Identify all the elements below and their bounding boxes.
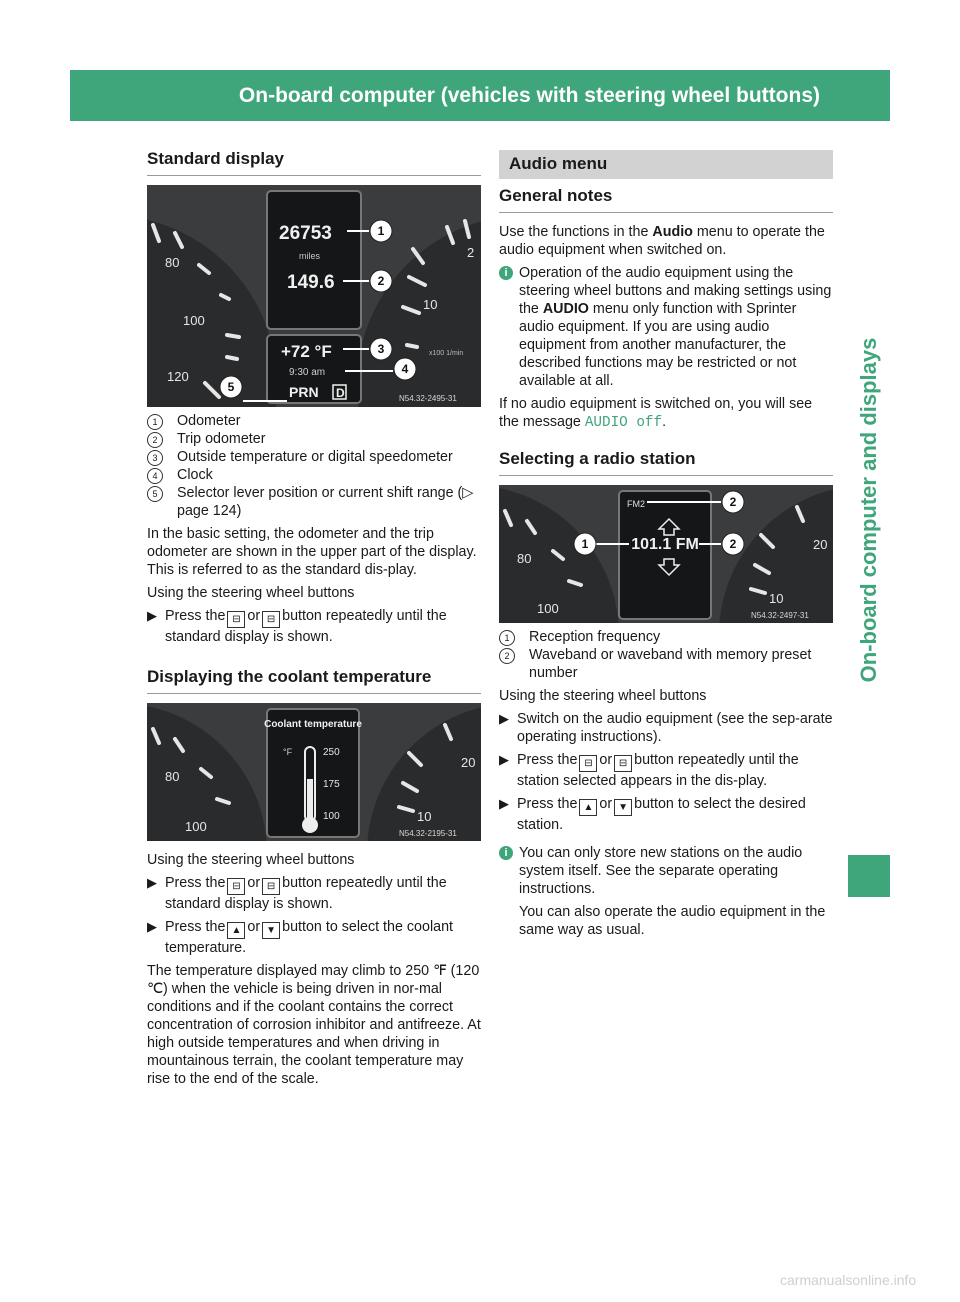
- odometer-unit: miles: [299, 251, 321, 261]
- speed-80: 80: [517, 551, 532, 566]
- footer-watermark: carmanualsonline.info: [780, 1272, 917, 1288]
- step-select-coolant: ▶ Press the ▲ or ▼ button to select the coolant temperature.: [147, 919, 454, 956]
- speed-80: 80: [165, 255, 180, 270]
- svg-text:3: 3: [377, 342, 385, 356]
- trip-value: 149.6: [287, 272, 335, 293]
- legend-text: Odometer: [177, 413, 241, 429]
- menu-forward-button-icon: ⊟: [262, 611, 280, 628]
- legend-number-icon: 3: [147, 450, 163, 466]
- svg-text:2: 2: [729, 537, 737, 551]
- rpm-unit: x100 1/min: [429, 350, 464, 357]
- menu-back-button-icon: ⊟: [579, 755, 597, 772]
- right-column: [499, 150, 833, 939]
- legend-item: [499, 646, 833, 682]
- figure-code: N54.32-2195-31: [399, 829, 457, 838]
- speed-120: 120: [167, 369, 189, 384]
- coolant-title: Coolant temperature: [264, 719, 362, 730]
- arrow-icon: ▶: [147, 875, 157, 890]
- section-heading-coolant: Displaying the coolant temperature: [147, 668, 481, 694]
- svg-text:4: 4: [401, 362, 409, 376]
- step-press-standard: ▶ Press the ⊟ or ⊟ button repeatedly until the standard display is shown.: [147, 608, 447, 645]
- legend-number-icon: 2: [147, 432, 163, 448]
- menu-forward-button-icon: ⊟: [614, 755, 632, 772]
- legend-text: Outside temperature or digital speedometer: [177, 449, 453, 465]
- legend-number-icon: 1: [499, 630, 515, 646]
- rpm-20: 20: [461, 755, 476, 770]
- speed-80: 80: [165, 769, 180, 784]
- coolant-unit: °F: [283, 747, 293, 757]
- legend-item: [147, 466, 481, 484]
- legend-number-icon: 5: [147, 486, 163, 502]
- legend-number-icon: 2: [499, 648, 515, 664]
- legend-text: Clock: [177, 467, 213, 483]
- gear-selected: D: [336, 386, 345, 400]
- side-tab: [848, 150, 890, 850]
- down-button-icon: ▼: [614, 799, 632, 816]
- radio-illustration: [499, 485, 833, 623]
- step-press-standard-2: ▶ Press the ⊟ or ⊟ button repeatedly until the standard display is shown.: [147, 875, 447, 912]
- speed-100: 100: [183, 313, 205, 328]
- section-heading-standard-display: Standard display: [147, 150, 481, 176]
- cluster-illustration: [147, 185, 481, 407]
- paragraph-audio-off: If no audio equipment is switched on, you will see the message AUDIO off.: [499, 396, 813, 431]
- down-button-icon: ▼: [262, 922, 280, 939]
- up-button-icon: ▲: [227, 922, 245, 939]
- legend-item: [147, 448, 481, 466]
- rpm-2: 2: [467, 245, 475, 260]
- page-number: 167: [914, 84, 950, 107]
- arrow-icon: ▶: [499, 796, 509, 811]
- left-column: [147, 150, 481, 1088]
- paragraph-audio-functions: Use the functions in the Audio menu to operate the audio equipment when switched on.: [499, 224, 825, 258]
- section-band-audio: Audio menu: [499, 150, 833, 179]
- legend-radio: [499, 628, 833, 682]
- svg-text:2: 2: [729, 495, 737, 509]
- page-header: [70, 70, 950, 121]
- rpm-10: 10: [417, 809, 432, 824]
- page-title: On-board computer (vehicles with steering wheel buttons): [238, 84, 820, 107]
- paragraph-using-buttons-3: Using the steering wheel buttons: [499, 688, 707, 704]
- paragraph-using-buttons-1: Using the steering wheel buttons: [147, 585, 355, 601]
- legend-item: [147, 430, 481, 448]
- legend-text: Trip odometer: [177, 431, 266, 447]
- svg-text:1: 1: [377, 224, 385, 238]
- standard-display-figure: [147, 185, 481, 407]
- info-icon: i: [499, 266, 513, 280]
- arrow-icon: ▶: [499, 711, 509, 726]
- info-note-1: i Operation of the audio equipment using the steering wheel buttons and making settings using the AUDIO menu only function with Sprinter audio equipment. If you are using audio equipment from another manufacturer, the described functions may be restricted or not available at all.: [499, 264, 833, 390]
- legend-text: Reception frequency: [529, 629, 661, 645]
- outside-temp: +72 °F: [281, 342, 332, 361]
- waveband-label: FM2: [627, 499, 645, 509]
- frequency-value: 101.1 FM: [631, 536, 699, 553]
- gear-positions: PRN: [289, 384, 319, 400]
- legend-item: [147, 484, 481, 520]
- rpm-20: 20: [813, 537, 828, 552]
- legend-item: [499, 628, 833, 646]
- coolant-100: 100: [323, 811, 340, 822]
- paragraph-basic-setting: In the basic setting, the odometer and the trip odometer are shown in the upper part of the display. This is referred to as the standard dis-play.: [147, 526, 477, 578]
- section-heading-radio: Selecting a radio station: [499, 450, 833, 476]
- legend-number-icon: 4: [147, 468, 163, 484]
- info-icon: i: [499, 846, 513, 860]
- menu-back-button-icon: ⊟: [227, 878, 245, 895]
- svg-text:1: 1: [581, 537, 589, 551]
- step-switch-on: ▶ Switch on the audio equipment (see the sep-arate operating instructions).: [499, 711, 833, 745]
- svg-text:5: 5: [227, 380, 235, 394]
- coolant-175: 175: [323, 779, 340, 790]
- arrow-icon: ▶: [499, 752, 509, 767]
- svg-text:2: 2: [377, 274, 385, 288]
- coolant-250: 250: [323, 747, 340, 758]
- step-select-station: ▶ Press the ▲ or ▼ button to select the desired station.: [499, 796, 806, 833]
- legend-standard-display: [147, 412, 481, 520]
- side-tab-marker: [848, 855, 890, 897]
- info-note-2: i You can only store new stations on the audio system itself. See the separate operating instructions. You can also operate the audio equipment in the same way as usual.: [499, 844, 833, 939]
- arrow-icon: ▶: [147, 919, 157, 934]
- paragraph-using-buttons-2: Using the steering wheel buttons: [147, 852, 355, 868]
- paragraph-temperature-note: The temperature displayed may climb to 250 ℉ (120 ℃) when the vehicle is being driven in nor-mal conditions and if the coolant contains the correct concentration of corrosion inhibitor and antifreeze. At high outside temperatures and when driving in mountainous terrain, the coolant temperature may rise to the end of the scale.: [147, 963, 481, 1087]
- menu-forward-button-icon: ⊟: [262, 878, 280, 895]
- coolant-figure: [147, 703, 481, 841]
- coolant-illustration: [147, 703, 481, 841]
- menu-back-button-icon: ⊟: [227, 611, 245, 628]
- radio-figure: [499, 485, 833, 623]
- legend-number-icon: 1: [147, 414, 163, 430]
- legend-text: Waveband or waveband with memory preset number: [529, 647, 812, 681]
- section-heading-general-notes: General notes: [499, 187, 833, 213]
- legend-item: [147, 412, 481, 430]
- figure-code: N54.32-2497-31: [751, 611, 809, 620]
- figure-code: N54.32-2495-31: [399, 394, 457, 403]
- rpm-10: 10: [769, 591, 784, 606]
- rpm-10: 10: [423, 297, 438, 312]
- side-tab-label: On-board computer and displays: [856, 337, 881, 683]
- step-press-station: ▶ Press the ⊟ or ⊟ button repeatedly until the station selected appears in the dis-play.: [499, 752, 799, 789]
- speed-100: 100: [537, 601, 559, 616]
- arrow-icon: ▶: [147, 608, 157, 623]
- legend-text: Selector lever position or current shift range (▷ page 124): [177, 485, 474, 519]
- clock-value: 9:30 am: [289, 367, 326, 378]
- speed-100: 100: [185, 819, 207, 834]
- odometer-value: 26753: [279, 223, 332, 244]
- up-button-icon: ▲: [579, 799, 597, 816]
